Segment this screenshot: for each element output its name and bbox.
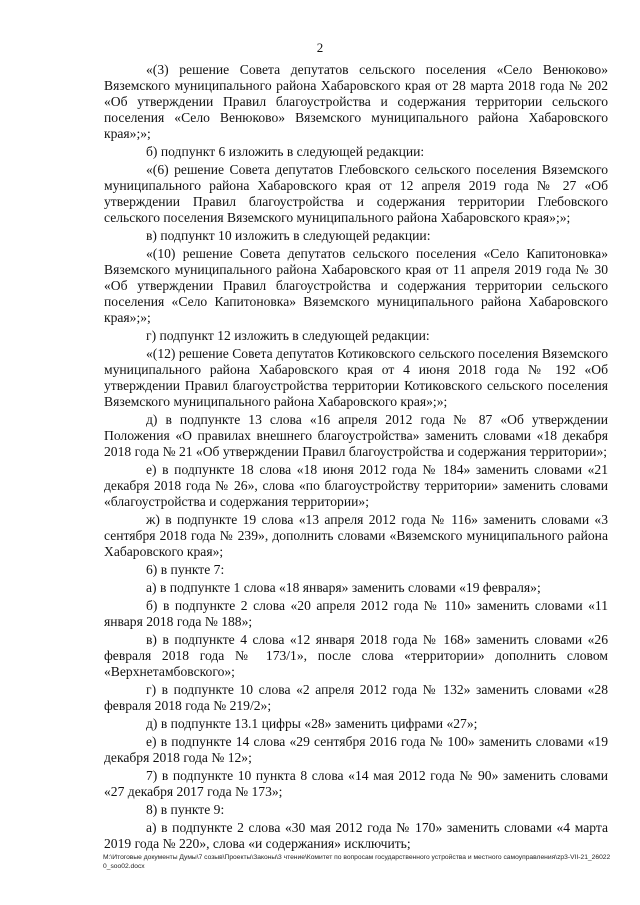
footer-file-path: M:\Итоговые документы Думы\7 созыв\Проекты\Законы\3 чтение\Комитет по вопросам государственного устройства и местного самоуправления\zp3-VII-21_260220_soo02.docx [103,854,611,870]
document-body [104,62,608,854]
paragraph: «(12) решение Совета депутатов Котиковского сельского поселения Вяземского муниципального района Хабаровского края от 4 июня 2018 года № 192 «Об утверждении Правил благоустройства территории Котиковского сельского поселения Вяземского муниципального района Хабаровского края»;»; [104,346,608,409]
paragraph: г) в подпункте 10 слова «2 апреля 2012 года № 132» заменить словами «28 февраля 2018 года № 219/2»; [104,682,608,713]
paragraph: 7) в подпункте 10 пункта 8 слова «14 мая 2012 года № 90» заменить словами «27 декабря 2017 года № 173»; [104,768,608,799]
paragraph: б) подпункт 6 изложить в следующей редакции: [146,144,425,159]
paragraph: «(3) решение Совета депутатов сельского поселения «Село Венюково» Вяземского муниципального района Хабаровского края от 28 марта 2018 года № 202 «Об утверждении Правил благоустройства и содержания территории сельского поселения «Село Венюково» Вяземского муниципального района Хабаровского края»;»; [104,62,608,141]
paragraph: 6) в пункте 7: [146,562,225,577]
paragraph: е) в подпункте 18 слова «18 июня 2012 года № 184» заменить словами «21 декабря 2018 года № 26», слова «по благоустройству территории» заменить словами «благоустройства и содержания территории»; [104,462,608,509]
paragraph: в) в подпункте 4 слова «12 января 2018 года № 168» заменить словами «26 февраля 2018 года № 173/1», после слова «территории» дополнить словом «Верхнетамбовского»; [104,632,608,679]
paragraph: е) в подпункте 14 слова «29 сентября 2016 года № 100» заменить словами «19 декабря 2018 года № 12»; [104,734,608,765]
paragraph: д) в подпункте 13.1 цифры «28» заменить цифрами «27»; [146,716,478,731]
paragraph: «(10) решение Совета депутатов сельского поселения «Село Капитоновка» Вяземского муниципального района Хабаровского края от 11 апреля 2019 года № 30 «Об утверждении Правил благоустройства и содержания территории сельского поселения «Село Капитоновка» Вяземского муниципального района Хабаровского края»;»; [104,246,608,325]
paragraph: а) в подпункте 1 слова «18 января» заменить словами «19 февраля»; [146,580,541,595]
paragraph: в) подпункт 10 изложить в следующей редакции: [146,228,431,243]
paragraph: г) подпункт 12 изложить в следующей редакции: [146,328,430,343]
page-number: 2 [316,40,324,55]
paragraph: б) в подпункте 2 слова «20 апреля 2012 года № 110» заменить словами «11 января 2018 года № 188»; [104,598,608,629]
paragraph: ж) в подпункте 19 слова «13 апреля 2012 года № 116» заменить словами «3 сентября 2018 года № 239», дополнить словами «Вяземского муниципального района Хабаровского края»; [104,512,608,559]
paragraph: д) в подпункте 13 слова «16 апреля 2012 года № 87 «Об утверждении Положения «О правилах внешнего благоустройства» заменить словами «18 декабря 2018 года № 21 «Об утверждении Правил благоустройства и содержания территории»; [104,412,608,459]
paragraph: а) в подпункте 2 слова «30 мая 2012 года № 170» заменить словами «4 марта 2019 года № 220», слова «и содержания» исключить; [104,820,608,851]
paragraph: 8) в пункте 9: [146,802,225,817]
paragraph: «(6) решение Совета депутатов Глебовского сельского поселения Вяземского муниципального района Хабаровского края от 12 апреля 2019 года № 27 «Об утверждении Правил благоустройства и содержания территории Глебовского сельского поселения Вяземского муниципального района Хабаровского края»;»; [104,162,608,225]
